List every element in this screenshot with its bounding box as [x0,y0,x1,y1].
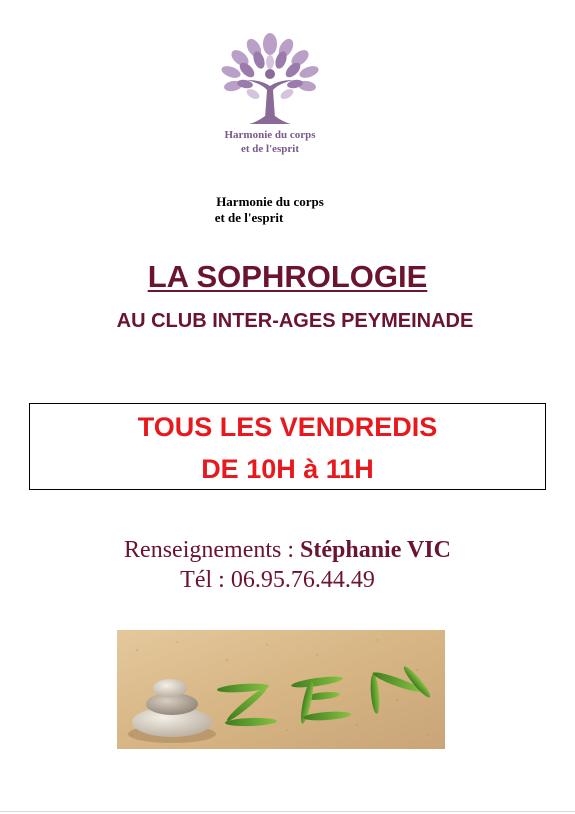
logo-caption-line1: Harmonie du corps [224,129,316,141]
phone-number: 06.95.76.44.49 [230,567,375,593]
subtitle-line1: Harmonie du corps [216,194,324,209]
logo-caption-line2: et de l'esprit [240,143,300,155]
contact-label: Renseignements : [124,537,301,563]
subtitle-line2: et de l'esprit [214,210,284,225]
logo-caption [207,128,333,156]
schedule-box [29,403,546,490]
contact-name: Stéphanie VIC [300,537,451,563]
contact-phone-line [0,565,575,595]
schedule-time: DE 10H à 11H [201,454,374,484]
contact-block [0,535,575,595]
page-title: LA SOPHROLOGIE [147,259,428,294]
schedule-day: TOUS LES VENDREDIS [137,412,438,442]
page-bottom-edge [0,811,575,812]
club-subtitle: AU CLUB INTER-AGES PEYMEINADE [116,310,474,332]
phone-label: Tél : [180,567,231,593]
zen-stones-leaves-image [117,630,445,749]
subtitle-block [150,194,390,226]
